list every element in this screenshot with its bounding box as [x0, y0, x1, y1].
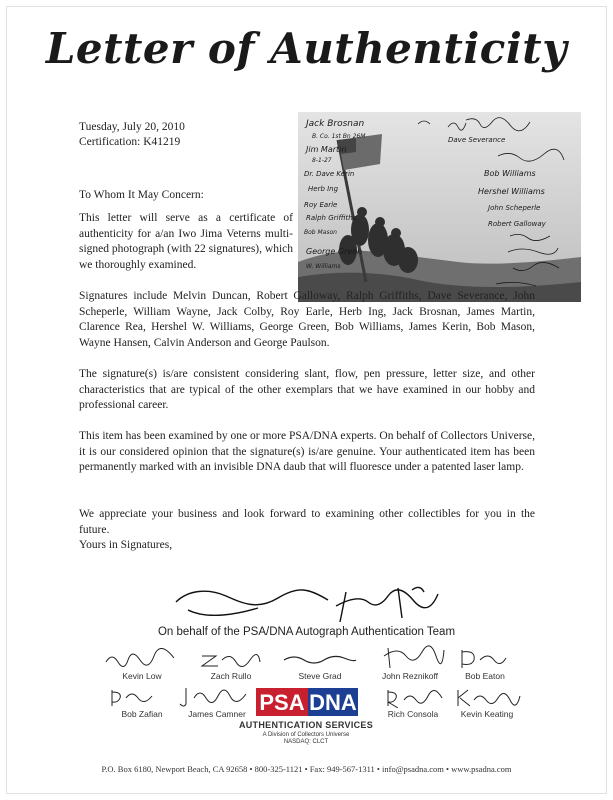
paragraph-appreciation: We appreciate your business and look forward to examining other collectibles for you in the future.: [79, 508, 535, 536]
signature-rich-consola: [382, 686, 450, 708]
signature-kevin-low: [102, 648, 182, 670]
photo-signature: John Scheperle: [488, 204, 541, 212]
authentication-services-label: AUTHENTICATION SERVICES: [238, 720, 374, 730]
photo-signature: W. Williams: [306, 263, 341, 270]
photo-signature: Hershel Williams: [478, 187, 545, 196]
nasdaq-label: NASDAQ: CLCT: [283, 739, 329, 745]
photo-signature: Jack Brosnan: [306, 119, 365, 129]
paragraph-consistency: The signature(s) is/are consistent considering slant, flow, pen pressure, letter size, and other characteristics that are typical of the other exemplars that we have examined in our hobby and professional career.: [79, 368, 535, 412]
certification-number: Certification: K41219: [79, 136, 181, 148]
photo-signature: Bob Mason: [304, 229, 337, 236]
signer-name: Steve Grad: [298, 671, 342, 681]
division-label: A Division of Collectors Universe: [262, 732, 350, 738]
signer-name: Bob Eaton: [465, 671, 505, 681]
paragraph-examination: This item has been examined by one or more PSA/DNA experts. On behalf of Collectors Universe, it is our considered opinion that the signature(s) is/are genuine. Your authenticated item has been permanently marked with an invisible DNA daub that will fluoresce under a patented laser lamp.: [79, 430, 535, 474]
photo-signature: Dr. Dave Kerin: [304, 170, 355, 178]
dna-logo-text: DNA: [309, 690, 357, 715]
signature-kevin-keating: [452, 686, 524, 708]
signer-name: Rich Consola: [387, 709, 439, 719]
signer-name: Kevin Keating: [460, 709, 514, 719]
closing: Yours in Signatures,: [79, 539, 173, 551]
paragraph-intro: This letter will serve as a certificate of authenticity for a/an Iwo Jima Veterns multi-signed photograph (with 22 signatures), which we thoroughly examined.: [79, 212, 293, 271]
paragraph-signatures: Signatures include Melvin Duncan, Robert Galloway, Ralph Griffiths, Dave Severance, John Scheperle, William Wayne, Jack Colby, Roy Earle, Herb Ing, Jack Brosnan, James Martin, Clarence Rea, Hershel W. Williams, George Green, Bob Williams, James Kerin, Bob Mason, Wayne Hansen, Calvin Anderson and George Paulson.: [79, 290, 535, 349]
signature-james-camner: [178, 684, 254, 708]
footer-contact: P.O. Box 6180, Newport Beach, CA 92658 • 800-325-1121 • Fax: 949-567-1311 • info@psadna.com • www.psadna.com: [101, 764, 512, 774]
photo-signature: Ralph Griffiths: [306, 214, 357, 222]
signature-zach-rullo: [196, 648, 266, 670]
signature-john-reznikoff: [378, 644, 448, 672]
photo-signature: Herb Ing: [308, 185, 339, 193]
signer-name: James Camner: [188, 709, 246, 719]
letter-date: Tuesday, July 20, 2010: [79, 121, 185, 133]
team-signature: [168, 580, 468, 630]
salutation: To Whom It May Concern:: [79, 189, 204, 201]
signer-name: Bob Zafian: [121, 709, 163, 719]
signer-name: John Reznikoff: [381, 671, 439, 681]
signer-name: Kevin Low: [122, 671, 162, 681]
psa-dna-logo: [256, 688, 358, 716]
psa-logo-text: PSA: [259, 690, 305, 715]
photo-signature: B. Co. 1st Bn 26M: [312, 133, 366, 140]
signature-bob-eaton: [456, 646, 516, 672]
photo-signature: Bob Williams: [484, 169, 536, 178]
signer-name: Zach Rullo: [210, 671, 252, 681]
header-info: [79, 120, 185, 150]
signature-bob-zafian: [106, 686, 166, 708]
photo-signature: George Green: [306, 247, 363, 256]
team-line: On behalf of the PSA/DNA Autograph Authentication Team: [157, 626, 456, 638]
photo-signature: Robert Galloway: [488, 220, 546, 228]
photo-signature: Roy Earle: [304, 201, 338, 209]
photo-signature: Jim Martin: [306, 145, 347, 154]
signed-photograph: [298, 112, 581, 302]
letter-title: Letter of Authenticity: [45, 24, 568, 73]
photo-signature: Dave Severance: [448, 136, 506, 144]
photograph-signatures: [298, 112, 581, 302]
photo-signature: 8-1-27: [312, 157, 332, 164]
signature-steve-grad: [280, 650, 360, 670]
logo-subtext: [206, 732, 406, 746]
